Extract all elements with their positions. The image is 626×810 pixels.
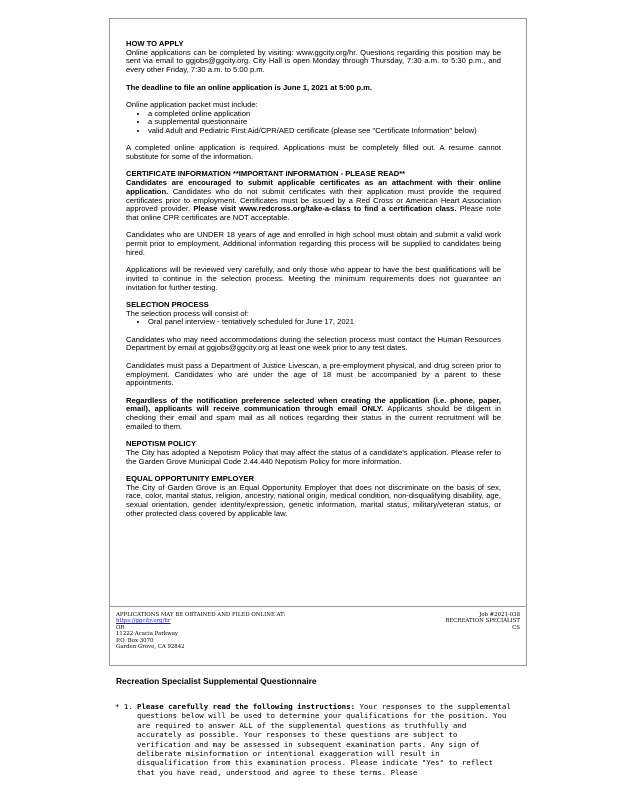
footer-address-block xyxy=(116,612,285,650)
packet-list xyxy=(126,110,501,136)
packet-item: • a supplemental questionnaire xyxy=(148,118,501,127)
review-text: Applications will be reviewed very carefully, and only those who appear to have the best qualifications will be invited to continue in the selection process. Meeting the minimum requirements does not guarantee an invitation for further testing. xyxy=(126,265,501,292)
eoe-heading: EQUAL OPPORTUNITY EMPLOYER xyxy=(126,473,254,483)
question-1-number: * 1. xyxy=(115,702,133,711)
packet-item: • a completed online application xyxy=(148,110,501,119)
certificate-text-1: Candidates who do not submit certificates with their application must provide the required certificates prior to employment. Certificates must be issued by a Red Cross or American Heart Association approved provider. xyxy=(126,186,501,214)
livescan-text: Candidates must pass a Department of Justice Livescan, a pre-employment physical, and drug screen prior to employment. Candidates who are under the age of 18 must be accompanied by a parent to these appointments. xyxy=(126,360,501,388)
footer-divider xyxy=(110,606,526,607)
selection-item: • Oral panel interview - tentatively scheduled for June 17, 2021 xyxy=(148,318,501,327)
packet-item: • valid Adult and Pediatric First Aid/CPR/AED certificate (please see "Certificate Information" below) xyxy=(148,127,501,136)
notification-bold: Regardless of the notification preference selected when creating the application (i.e. phone, paper, email), applicants will receive communication through email ONLY. xyxy=(126,395,501,414)
questionnaire-title: Recreation Specialist Supplemental Questionnaire xyxy=(116,676,317,686)
certificate-bold-1: Candidates are encouraged to submit applicable certificates as an attachment with their online application. xyxy=(126,178,501,196)
footer-address-3: Garden Grove, CA 92842 xyxy=(116,644,185,651)
certificate-bold-2: Please visit www.redcross.org/take-a-class to find a certification class. xyxy=(193,204,457,214)
footer-apply-line: APPLICATIONS MAY BE OBTAINED AND FILED ONLINE AT: xyxy=(116,612,286,618)
question-1-body: Your responses to the supplemental questions below will be used to determine your qualifications for the position. You are required to answer ALL of the supplemental questions as truthfully and accurately as possible. Your responses to these questions are subject to verification and may be assessed in subsequent examination parts. Any sign of deliberate misinformation or intentional exaggeration will result in disqualification from this examination process. Please indicate "Yes" to reflect that you have read, understood and agree to these terms. Please xyxy=(137,702,511,777)
nepotism-heading: NEPOTISM POLICY xyxy=(126,439,197,449)
how-to-apply-text: Online applications can be completed by visiting: www.ggcity.org/hr. Questions regarding this position may be sent via email to ggjobs@ggcity.org. City Hall is open Monday through Thursday, 7:30 a.m. to 5:30 p.m., and every other Friday, 7:30 a.m. to 5:00 p.m. xyxy=(126,47,501,75)
accommodation-text: Candidates who may need accommodations during the selection process must contact the Human Resources Department by email at ggjobs@ggcity.org at least one week prior to any test dates. xyxy=(126,334,501,353)
certificate-heading: CERTIFICATE INFORMATION **IMPORTANT INFORMATION - PLEASE READ** xyxy=(126,169,406,179)
notification-text xyxy=(126,397,501,432)
application-required-text: A completed online application is required. Applications must be completely filled out. A resume cannot substitute for some of the information. xyxy=(126,143,501,162)
footer-address-1: 11222 Acacia Parkway xyxy=(116,631,178,638)
job-bulletin-content xyxy=(126,40,501,518)
packet-intro: Online application packet must include: xyxy=(126,99,258,109)
selection-intro: The selection process will consist of: xyxy=(126,308,249,318)
notification-rest: Applicants should be diligent in checking their email and spam mail as all notices regarding their status in the current recruitment will be emailed to them. xyxy=(126,404,501,431)
certificate-text-2: Please note that online CPR certificates are NOT acceptable. xyxy=(126,204,501,222)
how-to-apply-heading: HOW TO APPLY xyxy=(126,39,184,48)
footer-or: OR xyxy=(116,624,125,631)
certificate-text xyxy=(126,179,501,223)
footer-job-block xyxy=(445,612,520,631)
footer-job-code: CS xyxy=(512,624,520,631)
question-1-bold: Please carefully read the following instructions: xyxy=(137,702,356,711)
eoe-text: The City of Garden Grove is an Equal Opportunity Employer that does not discriminate on the basis of sex, race, color, marital status, religion, ancestry, national origin, medical condition, non-disqualifying disability, age, sexual orientation, gender identity/expression, genetic information, marital status, military/veteran status, or other protected class covered by applicable law. xyxy=(126,482,501,518)
nepotism-text: The City has adopted a Nepotism Policy that may affect the status of a candidate's application. Please refer to the Garden Grove Municipal Code 2.44.440 Nepotism Policy for more information. xyxy=(126,447,501,466)
selection-heading: SELECTION PROCESS xyxy=(126,299,209,309)
footer-job-number: Job #2021-038 xyxy=(479,612,520,618)
question-1-text xyxy=(137,702,515,777)
footer-hr-link[interactable]: https://ggcity.org/hr xyxy=(116,618,171,625)
deadline-text: The deadline to file an online application is June 1, 2021 at 5:00 p.m. xyxy=(126,82,373,92)
footer-job-title: RECREATION SPECIALIST xyxy=(445,618,520,625)
under-18-text: Candidates who are UNDER 18 years of age and enrolled in high school must obtain and submit a valid work permit prior to employment. Additional information regarding this process will be supplied to candidates being hired. xyxy=(126,230,501,257)
footer-address-2: P.O. Box 3070 xyxy=(116,637,154,644)
selection-list xyxy=(126,318,501,327)
